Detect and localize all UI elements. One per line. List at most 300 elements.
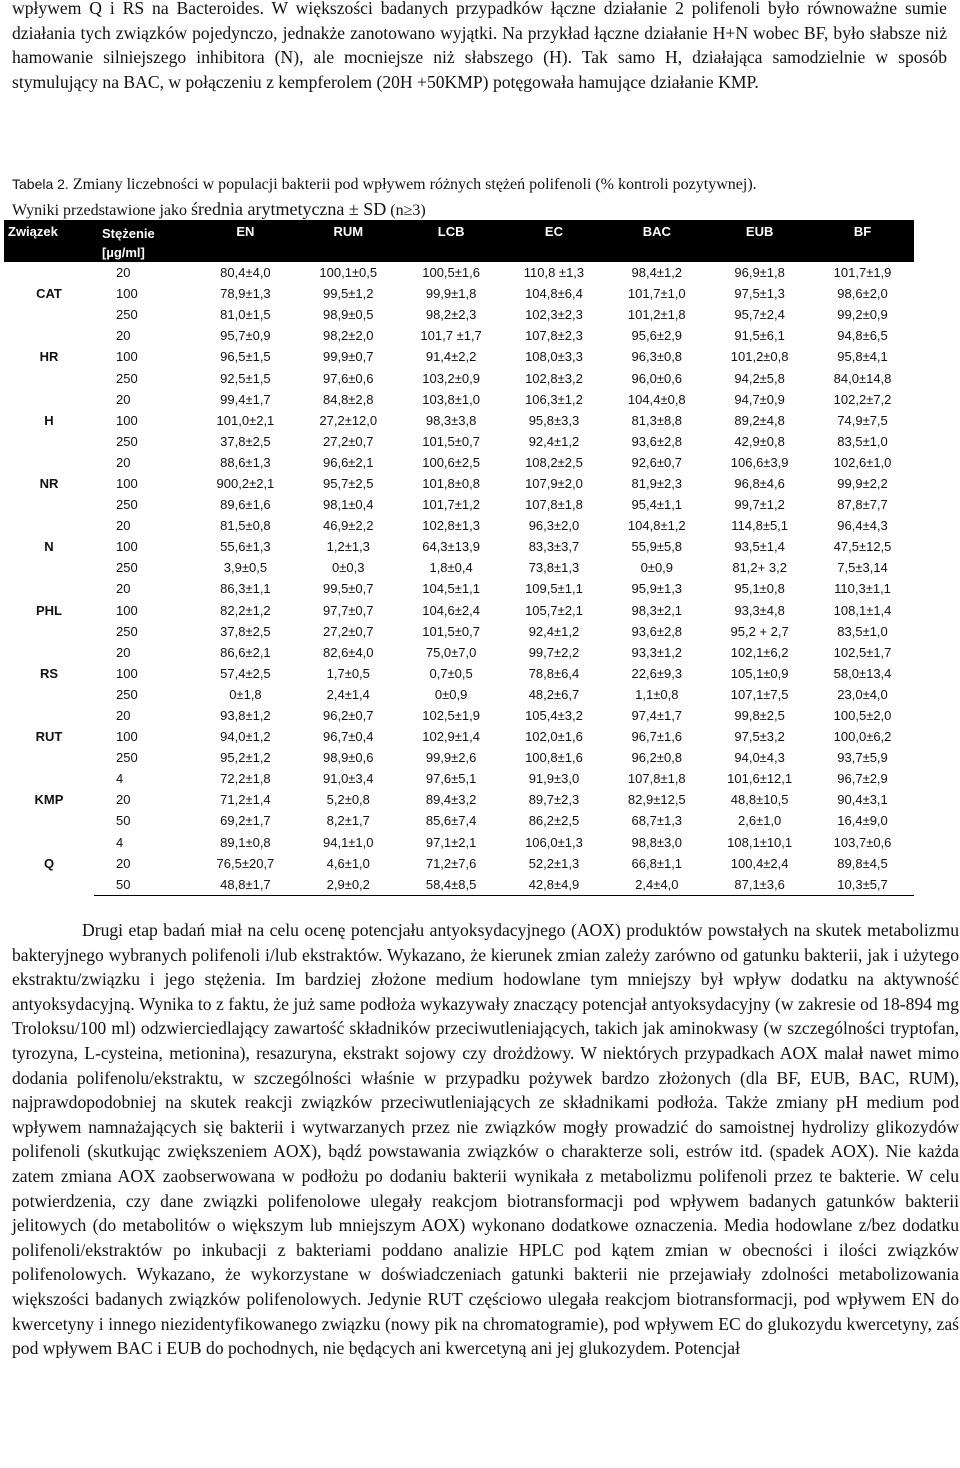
value-cell: 93,8±1,2: [220, 708, 271, 724]
header-en: EN: [194, 220, 297, 262]
value-cell: 93,6±2,8: [631, 433, 683, 449]
value-cell: 92,6±0,7: [631, 454, 683, 470]
value-cell: 27,2±0,7: [323, 623, 374, 639]
value-cell: 2,9±0,2: [297, 874, 400, 896]
value-cell: 94,1±1,0: [323, 834, 374, 850]
value-cell: 95,6±2,9: [631, 328, 683, 344]
value-cell: 95,7±0,9: [220, 328, 271, 344]
concentration-cell: 100: [116, 412, 138, 428]
value-cell: 103,2±0,9: [422, 370, 480, 386]
value-cell: 96,8±4,6: [734, 475, 785, 491]
concentration-cell: 100: [116, 539, 138, 555]
value-cell: 94,2±5,8: [734, 370, 785, 386]
value-cell: 87,1±3,6: [708, 874, 811, 896]
concentration-cell: 20: [116, 265, 131, 281]
value-cell: 10,3±5,7: [811, 874, 914, 896]
value-cell: 42,8±4,9: [503, 874, 606, 896]
value-cell: 96,3±2,0: [528, 518, 580, 534]
concentration-cell: 100: [116, 729, 138, 745]
table-row: [4, 621, 914, 642]
table-row: [4, 642, 914, 663]
concentration-cell: 20: [116, 708, 131, 724]
value-cell: 96,4±4,3: [837, 518, 888, 534]
value-cell: 22,6±9,3: [631, 665, 683, 681]
value-cell: 57,4±2,5: [220, 665, 271, 681]
value-cell: 93,7±5,9: [837, 750, 888, 766]
value-cell: 93,3±1,2: [631, 644, 683, 660]
table-row: [4, 663, 914, 684]
value-cell: 91,5±6,1: [734, 328, 785, 344]
value-cell: 101,5±0,7: [422, 433, 480, 449]
value-cell: 102,1±6,2: [730, 644, 789, 660]
value-cell: 102,6±1,0: [833, 454, 892, 470]
value-cell: 66,8±1,1: [631, 855, 683, 871]
value-cell: 88,6±1,3: [220, 454, 271, 470]
value-cell: 81,9±2,3: [631, 475, 683, 491]
value-cell: 37,8±2,5: [220, 623, 271, 639]
value-cell: 42,9±0,8: [734, 433, 785, 449]
value-cell: 100,5±1,6: [422, 265, 480, 281]
value-cell: 110,3±1,1: [834, 581, 891, 597]
value-cell: 16,4±9,0: [837, 813, 888, 829]
table-row: [4, 810, 914, 831]
value-cell: 104,8±1,2: [627, 518, 686, 534]
value-cell: 71,2±7,6: [425, 855, 477, 871]
value-cell: 98,1±0,4: [323, 497, 374, 513]
value-cell: 0±1,8: [229, 686, 262, 702]
value-cell: 95,7±2,4: [734, 307, 785, 323]
value-cell: 106,0±1,3: [525, 834, 583, 850]
value-cell: 86,2±2,5: [528, 813, 580, 829]
value-cell: 92,5±1,5: [220, 370, 271, 386]
value-cell: 107,8±1,8: [627, 771, 686, 787]
value-cell: 102,3±2,3: [525, 307, 583, 323]
value-cell: 114,8±5,1: [731, 518, 789, 534]
value-cell: 95,8±4,1: [837, 349, 888, 365]
concentration-cell: 250: [116, 370, 138, 386]
value-cell: 85,6±7,4: [425, 813, 477, 829]
compound-cell: H: [44, 412, 54, 428]
value-cell: 101,7±1,9: [833, 265, 892, 281]
value-cell: 83,5±1,0: [837, 623, 888, 639]
value-cell: 48,8±1,7: [194, 874, 297, 896]
value-cell: 37,8±2,5: [220, 433, 271, 449]
value-cell: 900,2±2,1: [216, 475, 275, 491]
value-cell: 102,9±1,4: [422, 729, 480, 745]
value-cell: 0,7±0,5: [429, 665, 473, 681]
value-cell: 89,4±3,2: [425, 792, 477, 808]
concentration-cell: 50: [94, 874, 194, 896]
concentration-cell: 20: [116, 518, 131, 534]
value-cell: 98,4±1,2: [631, 265, 683, 281]
value-cell: 91,0±3,4: [323, 771, 374, 787]
value-cell: 99,5±0,7: [323, 581, 374, 597]
value-cell: 93,6±2,8: [631, 623, 683, 639]
value-cell: 97,4±1,7: [631, 708, 683, 724]
compound-cell: RUT: [35, 729, 63, 745]
value-cell: 104,5±1,1: [422, 581, 480, 597]
value-cell: 4,6±1,0: [326, 855, 370, 871]
value-cell: 96,7±1,6: [631, 729, 683, 745]
value-cell: 95,7±2,5: [323, 475, 374, 491]
concentration-cell: 100: [116, 665, 138, 681]
value-cell: 64,3±13,9: [422, 539, 480, 555]
value-cell: 95,2 + 2,7: [730, 623, 789, 639]
table-row: [4, 367, 914, 388]
table-row: [4, 578, 914, 599]
value-cell: 99,9±1,8: [425, 286, 477, 302]
value-cell: 95,9±1,3: [631, 581, 683, 597]
value-cell: 1,7±0,5: [326, 665, 370, 681]
caption-text-3: średnia arytmetyczna ± SD: [190, 199, 387, 219]
paragraph-top: wpływem Q i RS na Bacteroides. W większości badanych przypadków łączne działanie 2 polifenoli było równoważne sumie działania tych związków pojedynczo, jednakże zanotowano wyjątki. Na przykład łączne działanie H+N wobec BF, było słabsze niż hamowanie silniejszego inhibitora (N), ale mocniejsze niż słabszego (H). Tak samo H, działająca samodzielnie w sposób stymulujący na BAC, w połączeniu z kempferolem (20H +50KMP) potęgowała hamujące działanie KMP.: [12, 0, 947, 92]
value-cell: 101,0±2,1: [216, 412, 275, 428]
value-cell: 102,5±1,9: [422, 708, 480, 724]
value-cell: 2,6±1,0: [738, 813, 782, 829]
value-cell: 103,7±0,6: [833, 834, 892, 850]
results-table: [4, 220, 914, 896]
value-cell: 3,9±0,5: [223, 560, 268, 576]
value-cell: 23,0±4,0: [837, 686, 888, 702]
value-cell: 80,4±4,0: [220, 265, 271, 281]
value-cell: 106,3±1,2: [525, 391, 583, 407]
value-cell: 92,4±1,2: [528, 623, 580, 639]
value-cell: 55,6±1,3: [220, 539, 271, 555]
value-cell: 96,3±0,8: [631, 349, 683, 365]
table-row: [4, 283, 914, 304]
value-cell: 96,6±2,1: [323, 454, 374, 470]
value-cell: 94,7±0,9: [734, 391, 785, 407]
value-cell: 98,2±2,0: [323, 328, 374, 344]
value-cell: 95,2±1,2: [220, 750, 271, 766]
value-cell: 97,7±0,7: [323, 602, 374, 618]
table-row: [4, 536, 914, 557]
header-lcb: LCB: [400, 220, 503, 262]
value-cell: 100,6±2,5: [422, 454, 480, 470]
value-cell: 98,6±2,0: [837, 286, 888, 302]
value-cell: 47,5±12,5: [833, 539, 892, 555]
table-row: [4, 452, 914, 473]
table-row: [4, 325, 914, 346]
caption-text-4: (n≥3): [386, 202, 426, 219]
table-row: [4, 389, 914, 410]
value-cell: 110,8 ±1,3: [523, 265, 585, 281]
value-cell: 82,9±12,5: [627, 792, 686, 808]
value-cell: 91,9±3,0: [528, 771, 580, 787]
value-cell: 93,3±4,8: [734, 602, 785, 618]
value-cell: 96,2±0,7: [323, 708, 374, 724]
table-header-row: [4, 220, 914, 262]
value-cell: 48,8±10,5: [730, 792, 789, 808]
concentration-cell: 250: [116, 307, 138, 323]
compound-cell: KMP: [34, 792, 64, 808]
value-cell: 2,4±1,4: [326, 686, 370, 702]
header-bac: BAC: [605, 220, 708, 262]
value-cell: 100,8±1,6: [525, 750, 583, 766]
concentration-cell: 250: [116, 560, 138, 576]
value-cell: 103,8±1,0: [422, 391, 480, 407]
concentration-cell: 20: [116, 391, 131, 407]
value-cell: 68,7±1,3: [631, 813, 683, 829]
value-cell: 96,5±1,5: [220, 349, 271, 365]
concentration-cell: 4: [116, 771, 124, 787]
concentration-cell: 4: [116, 834, 124, 850]
concentration-cell: 250: [116, 686, 138, 702]
value-cell: 99,9±0,7: [323, 349, 374, 365]
value-cell: 107,8±1,8: [525, 497, 583, 513]
value-cell: 93,5±1,4: [734, 539, 785, 555]
table-row: [4, 410, 914, 431]
concentration-cell: 100: [116, 286, 138, 302]
value-cell: 96,9±1,8: [734, 265, 785, 281]
value-cell: 96,7±2,9: [837, 771, 888, 787]
value-cell: 100,5±2,0: [833, 708, 892, 724]
compound-cell: PHL: [36, 602, 62, 618]
value-cell: 82,2±1,2: [220, 602, 271, 618]
value-cell: 108,2±2,5: [525, 454, 583, 470]
compound-cell: NR: [39, 475, 59, 491]
value-cell: 46,9±2,2: [323, 518, 374, 534]
table-body: [4, 262, 914, 895]
value-cell: 107,8±2,3: [525, 328, 583, 344]
value-cell: 83,5±1,0: [837, 433, 888, 449]
value-cell: 87,8±7,7: [837, 497, 888, 513]
value-cell: 89,6±1,6: [220, 497, 271, 513]
concentration-cell: 100: [116, 602, 138, 618]
caption-label: Tabela 2.: [12, 176, 69, 192]
value-cell: 99,7±2,2: [528, 644, 580, 660]
value-cell: 58,4±8,5: [400, 874, 503, 896]
compound-cell: RS: [39, 665, 59, 681]
value-cell: 0±0,3: [332, 560, 365, 576]
table-row: [4, 515, 914, 536]
value-cell: 90,4±3,1: [837, 792, 888, 808]
value-cell: 99,7±1,2: [734, 497, 785, 513]
value-cell: 106,6±3,9: [730, 454, 789, 470]
value-cell: 27,2±0,7: [323, 433, 374, 449]
value-cell: 98,9±0,6: [323, 750, 374, 766]
value-cell: 97,1±2,1: [425, 834, 477, 850]
table-row: [4, 684, 914, 705]
header-bf: BF: [811, 220, 914, 262]
concentration-cell: 20: [116, 792, 131, 808]
value-cell: 89,7±2,3: [528, 792, 580, 808]
value-cell: 99,9±2,2: [837, 475, 888, 491]
concentration-cell: 20: [116, 328, 131, 344]
value-cell: 107,1±7,5: [730, 686, 789, 702]
value-cell: 100,4±2,4: [730, 855, 789, 871]
value-cell: 98,8±3,0: [631, 834, 683, 850]
value-cell: 95,4±1,1: [631, 497, 683, 513]
value-cell: 98,9±0,5: [323, 307, 374, 323]
table-row: [4, 346, 914, 367]
compound-cell: CAT: [36, 286, 62, 302]
header-concentration: Stężenie [µg/ml]: [94, 220, 194, 262]
value-cell: 101,2±1,8: [627, 307, 686, 323]
value-cell: 5,2±0,8: [326, 792, 370, 808]
value-cell: 100,1±0,5: [319, 265, 378, 281]
concentration-cell: 100: [116, 349, 138, 365]
header-rum: RUM: [297, 220, 400, 262]
concentration-cell: 20: [116, 581, 131, 597]
concentration-cell: 250: [116, 433, 138, 449]
value-cell: 74,9±7,5: [837, 412, 888, 428]
value-cell: 101,7±1,0: [627, 286, 686, 302]
value-cell: 7,5±3,14: [837, 560, 888, 576]
value-cell: 109,5±1,1: [525, 581, 583, 597]
value-cell: 94,0±4,3: [734, 750, 785, 766]
value-cell: 96,7±0,4: [323, 729, 374, 745]
value-cell: 81,3±8,8: [631, 412, 683, 428]
table-caption: [12, 172, 952, 223]
value-cell: 95,1±0,8: [734, 581, 785, 597]
value-cell: 94,0±1,2: [220, 729, 271, 745]
value-cell: 55,9±5,8: [631, 539, 683, 555]
value-cell: 102,2±7,2: [833, 391, 892, 407]
value-cell: 84,0±14,8: [833, 370, 892, 386]
value-cell: 52,2±1,3: [528, 855, 580, 871]
value-cell: 99,2±0,9: [837, 307, 888, 323]
value-cell: 105,1±0,9: [730, 665, 789, 681]
concentration-cell: 20: [116, 454, 131, 470]
value-cell: 81,0±1,5: [220, 307, 271, 323]
value-cell: 89,1±0,8: [220, 834, 271, 850]
value-cell: 98,3±2,1: [631, 602, 683, 618]
value-cell: 27,2±12,0: [319, 412, 378, 428]
compound-cell: Q: [43, 855, 55, 871]
compound-cell: N: [44, 539, 54, 555]
value-cell: 101,5±0,7: [422, 623, 480, 639]
concentration-cell: 100: [116, 475, 138, 491]
table-row: [4, 262, 914, 283]
value-cell: 89,2±4,8: [734, 412, 785, 428]
value-cell: 84,8±2,8: [323, 391, 374, 407]
value-cell: 0±0,9: [640, 560, 674, 576]
value-cell: 72,2±1,8: [220, 771, 271, 787]
value-cell: 81,5±0,8: [220, 518, 271, 534]
table-row: [4, 789, 914, 810]
value-cell: 73,8±1,3: [528, 560, 580, 576]
value-cell: 97,6±5,1: [425, 771, 477, 787]
value-cell: 1,2±1,3: [326, 539, 370, 555]
value-cell: 91,4±2,2: [425, 349, 477, 365]
value-cell: 81,2+ 3,2: [732, 560, 787, 576]
value-cell: 108,1±1,4: [833, 602, 892, 618]
value-cell: 75,0±7,0: [425, 644, 477, 660]
value-cell: 97,6±0,6: [323, 370, 374, 386]
value-cell: 1,8±0,4: [429, 560, 473, 576]
value-cell: 89,8±4,5: [837, 855, 888, 871]
caption-text-2: Wyniki przedstawione jako: [12, 202, 191, 219]
value-cell: 105,4±3,2: [525, 708, 583, 724]
header-ec: EC: [503, 220, 606, 262]
value-cell: 1,1±0,8: [635, 686, 679, 702]
paragraph-bottom: Drugi etap badań miał na celu ocenę potencjału antyoksydacyjnego (AOX) produktów powstałych na skutek metabolizmu bakteryjnego wybranych polifenoli i/lub ekstraktów. Wykazano, że kierunek zmian zależy zarówno od gatunku bakterii, jak i użytego ekstraktu/związku i jego stężenia. Im bardziej złożone medium hodowlane tym mniejszy był wpływ dodatku na aktywność antyoksydacyjną. Wynika to z faktu, że już same podłoża wykazywały znaczący potencjał antyoksydacyjny (w zakresie od 18-894 mg Troloksu/100 ml) odzwierciedlający zawartość składników przeciwutleniających, takich jak aminokwasy (w szczególności tryptofan, tyrozyna, L-cysteina, metionina), resazuryna, ekstrakt sojowy czy drożdżowy. W niektórych przypadkach AOX malał nawet mimo dodania polifenolu/ekstraktu, w szczególności właśnie w przypadku pożywek bardzo złożonych (dla BF, EUB, BAC, RUM), najprawdopodobniej na skutek reakcji związków przeciwutleniających ze składnikami podłoża. Także zmiany pH medium pod wpływem namnażających się bakterii i wytwarzanych przez nie związków mogły prowadzić do samoistnej hydrolizy glikozydów polifenoli (skutkując zwiększeniem AOX), bądź powstawania związków o charakterze soli, estrów itd. (spadek AOX). Nie każda zatem zmiana AOX zaobserwowana w podłożu po dodaniu bakterii wynikała z metabolizmu polifenoli przez te bakterie. W celu potwierdzenia, czy dane związki polifenolowe ulegały reakcjom biotransformacji pod wpływem badanych gatunków bakterii jelitowych (do metabolitów o większym lub mniejszym AOX) wykonano dodatkowe oznaczenia. Media hodowlane z/bez dodatku polifenoli/ekstraktów po inkubacji z bakteriami poddano analizie HPLC pod kątem zmian w obecności i ilości związków polifenolowych. Wykazano, że wykorzystane w doświadczeniach gatunki bakterii nie przejawiały zdolności metabolizowania większości badanych związków polifenolowych. Jedynie RUT częściowo ulegała reakcjom biotransformacji, pod wpływem EN do kwercetyny i innego niezidentyfikowanego związku (nowy pik na chromatogramie), pod wpływem EC do glukozydu kwercetyny, zaś pod wpływem BAC i EUB do pochodnych, nie będących ani kwercetyną ani jej glukozydem. Potencjał: [12, 920, 959, 1359]
value-cell: 107,9±2,0: [525, 475, 583, 491]
table-row: [4, 600, 914, 621]
value-cell: 86,6±2,1: [220, 644, 271, 660]
concentration-cell: 20: [116, 644, 131, 660]
table-row: [4, 853, 914, 874]
concentration-cell: 250: [116, 623, 138, 639]
table-row: [4, 557, 914, 578]
header-eub: EUB: [708, 220, 811, 262]
value-cell: 8,2±1,7: [326, 813, 370, 829]
value-cell: 0±0,9: [434, 686, 468, 702]
value-cell: 92,4±1,2: [528, 433, 580, 449]
value-cell: 99,8±2,5: [734, 708, 785, 724]
value-cell: 2,4±4,0: [605, 874, 708, 896]
table-row: [4, 726, 914, 747]
table-row: [4, 494, 914, 515]
value-cell: 100,0±6,2: [833, 729, 892, 745]
value-cell: 78,8±6,4: [528, 665, 580, 681]
value-cell: 104,6±2,4: [422, 602, 480, 618]
caption-text: Zmiany liczebności w populacji bakterii pod wpływem różnych stężeń polifenoli (% kontroli pozytywnej).: [68, 176, 757, 193]
value-cell: 82,6±4,0: [323, 644, 374, 660]
value-cell: 78,9±1,3: [220, 286, 271, 302]
value-cell: 108,0±3,3: [525, 349, 583, 365]
value-cell: 102,8±3,2: [525, 370, 583, 386]
value-cell: 96,0±0,6: [631, 370, 683, 386]
value-cell: 97,5±1,3: [734, 286, 785, 302]
value-cell: 76,5±20,7: [216, 855, 275, 871]
value-cell: 102,5±1,7: [833, 644, 892, 660]
value-cell: 96,2±0,8: [631, 750, 683, 766]
value-cell: 101,7±1,2: [422, 497, 480, 513]
value-cell: 98,2±2,3: [425, 307, 477, 323]
value-cell: 104,8±6,4: [525, 286, 583, 302]
table-row: [4, 304, 914, 325]
value-cell: 99,4±1,7: [220, 391, 271, 407]
value-cell: 95,8±3,3: [528, 412, 580, 428]
table-row: [4, 431, 914, 452]
value-cell: 108,1±10,1: [727, 834, 793, 850]
table-row: [4, 874, 914, 896]
concentration-cell: 20: [116, 855, 131, 871]
value-cell: 94,8±6,5: [837, 328, 888, 344]
value-cell: 99,9±2,6: [425, 750, 477, 766]
concentration-cell: 250: [116, 750, 138, 766]
table-row: [4, 832, 914, 853]
value-cell: 104,4±0,8: [627, 391, 686, 407]
value-cell: 71,2±1,4: [220, 792, 271, 808]
concentration-cell: 50: [116, 813, 131, 829]
value-cell: 83,3±3,7: [528, 539, 580, 555]
value-cell: 86,3±1,1: [220, 581, 271, 597]
value-cell: 101,8±0,8: [422, 475, 480, 491]
value-cell: 58,0±13,4: [833, 665, 892, 681]
value-cell: 105,7±2,1: [525, 602, 583, 618]
value-cell: 102,8±1,3: [422, 518, 480, 534]
value-cell: 101,2±0,8: [730, 349, 789, 365]
table-row: [4, 768, 914, 789]
concentration-cell: 250: [116, 497, 138, 513]
table-row: [4, 705, 914, 726]
value-cell: 69,2±1,7: [220, 813, 271, 829]
header-compound: Związek: [4, 220, 94, 262]
value-cell: 102,0±1,6: [525, 729, 583, 745]
value-cell: 99,5±1,2: [323, 286, 374, 302]
compound-cell: HR: [39, 349, 59, 365]
table-row: [4, 747, 914, 768]
value-cell: 101,6±12,1: [727, 771, 793, 787]
value-cell: 101,7 ±1,7: [420, 328, 482, 344]
table-row: [4, 473, 914, 494]
value-cell: 97,5±3,2: [734, 729, 785, 745]
value-cell: 98,3±3,8: [425, 412, 477, 428]
value-cell: 48,2±6,7: [528, 686, 580, 702]
